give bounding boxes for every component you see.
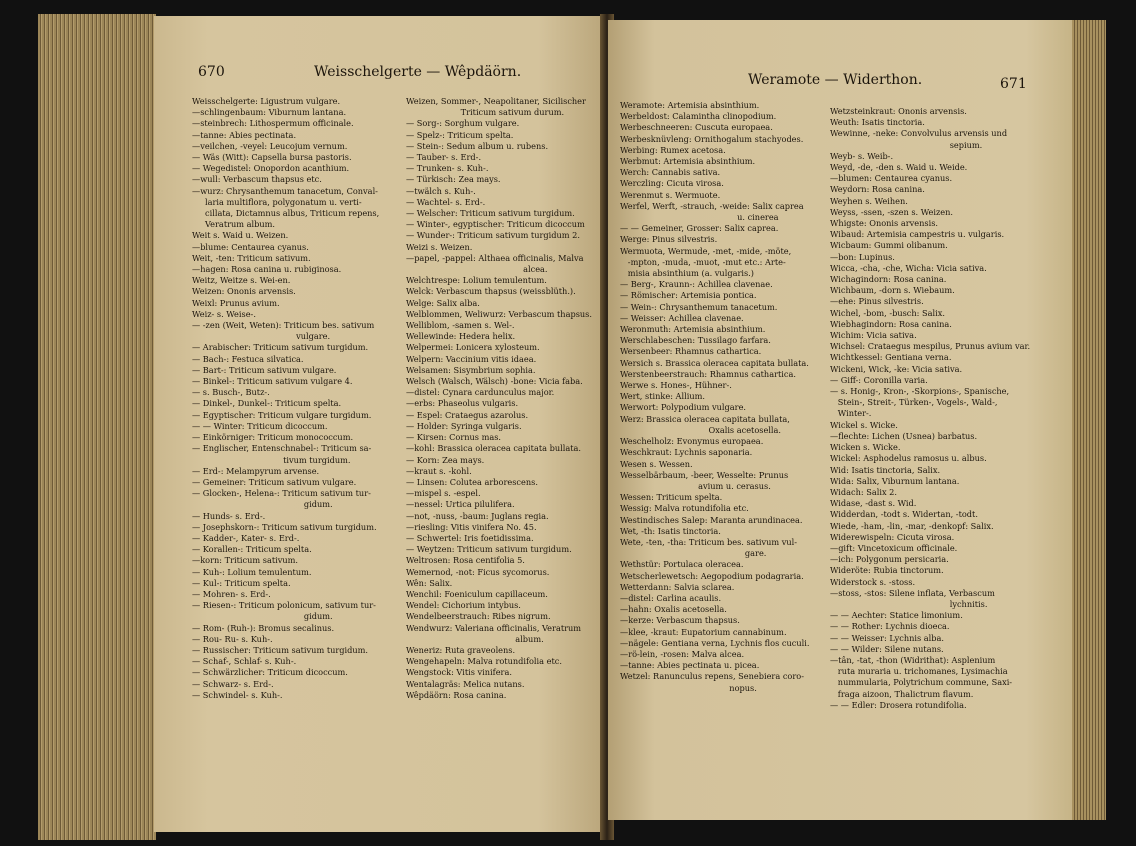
dictionary-entry-line: Wicken s. Wicke. — [830, 442, 901, 453]
dictionary-entry-line: —klee, -kraut: Eupatorium cannabinum. — [620, 626, 787, 637]
dictionary-entry-line: ruta muraria u. trichomanes, Lysimachia — [830, 666, 1008, 677]
dictionary-entry-line: — Winter-, egyptischer: Triticum dicoccum — [406, 219, 585, 230]
dictionary-entry-line: Wesselbärbaum, -beer, Wesselte: Prunus — [620, 469, 789, 480]
dictionary-entry-line: Werbeldost: Calamintha clinopodium. — [620, 111, 777, 122]
dictionary-entry-line: —steinbrech: Lithospermum officinale. — [192, 118, 354, 129]
page-edges-right — [1072, 20, 1106, 820]
dictionary-entry-line: — Schwärzlicher: Triticum dicoccum. — [192, 667, 348, 678]
dictionary-entry-line: Wichagindorn: Rosa canina. — [830, 274, 947, 285]
dictionary-entry-line: Welpern: Vaccinium vitis idaea. — [406, 353, 537, 364]
dictionary-entry-line: —korn: Triticum sativum. — [192, 555, 299, 566]
dictionary-entry-line: Wichim: Vicia sativa. — [830, 330, 917, 341]
dictionary-entry-line: Weit s. Waid u. Weizen. — [192, 230, 289, 241]
dictionary-entry-line: Weltrosen: Rosa centifolia 5. — [406, 555, 525, 566]
dictionary-entry-line: Werczling: Cicuta virosa. — [620, 178, 724, 189]
dictionary-entry-line: Werfel, Werft, -strauch, -weide: Salix caprea — [620, 200, 804, 211]
dictionary-entry-line: Wessen: Triticum spelta. — [620, 492, 723, 503]
dictionary-entry-line: Weschelholz: Evonymus europaea. — [620, 436, 764, 447]
dictionary-entry-line: Werge: Pinus silvestris. — [620, 234, 718, 245]
dictionary-entry-line: Wicca, -cha, -che, Wicha: Vicia sativa. — [830, 262, 987, 273]
dictionary-entry-line: Widase, -dast s. Wid. — [830, 498, 917, 509]
dictionary-entry-line: Wetscherlewetsch: Aegopodium podagraria. — [620, 570, 804, 581]
dictionary-entry-line: Werenmut s. Wermuote. — [620, 189, 721, 200]
dictionary-entry-line: — Riesen-: Triticum polonicum, sativum tur- — [192, 600, 376, 611]
dictionary-entry-line: — Josephskorn-: Triticum sativum turgidum. — [192, 521, 377, 532]
dictionary-entry-line: — Welscher: Triticum sativum turgidum. — [406, 208, 575, 219]
dictionary-entry-line: Welsamen: Sisymbrium sophia. — [406, 364, 536, 375]
dictionary-entry-line: — Schwertel: Iris foetidissima. — [406, 532, 534, 543]
dictionary-entry-line: Wiebhagindorn: Rosa canina. — [830, 318, 952, 329]
dictionary-entry-line: Werbing: Rumex acetosa. — [620, 144, 726, 155]
dictionary-entry-line: —twälch s. Kuh-. — [406, 185, 476, 196]
dictionary-entry-line: Wichbaum, -dorn s. Wiebaum. — [830, 285, 955, 296]
dictionary-entry-line: Weyhen s. Weihen. — [830, 195, 908, 206]
dictionary-entry-line: —blume: Centaurea cyanus. — [192, 241, 309, 252]
dictionary-entry-line: Widach: Salix 2. — [830, 486, 897, 497]
dictionary-entry-line: Werch: Cannabis sativa. — [620, 167, 721, 178]
dictionary-entry-line: — Weytzen: Triticum sativum turgidum. — [406, 544, 572, 555]
dictionary-entry-line: Welck: Verbascum thapsus (weissblüth.). — [406, 286, 576, 297]
dictionary-entry-line: — Englischer, Entenschnabel-: Triticum sa- — [192, 443, 372, 454]
dictionary-entry-line: alcea. — [406, 264, 548, 275]
dictionary-entry-line: Weronmuth: Artemisia absinthium. — [620, 324, 766, 335]
page-number: 671 — [1000, 76, 1027, 92]
dictionary-entry-line: — — Aechter: Statice limonium. — [830, 610, 963, 621]
dictionary-entry-line: — Schwindel- s. Kuh-. — [192, 689, 283, 700]
dictionary-entry-line: Oxalis acetosella. — [620, 424, 782, 435]
dictionary-entry-line: —bon: Lupinus. — [830, 251, 895, 262]
dictionary-entry-line: avium u. cerasus. — [620, 480, 771, 491]
dictionary-entry-line: Wetterdann: Salvia sclarea. — [620, 581, 735, 592]
dictionary-entry-line: gare. — [620, 548, 767, 559]
dictionary-entry-line: —tanne: Abies pectinata u. picea. — [620, 660, 760, 671]
dictionary-entry-line: —tanne: Abies pectinata. — [192, 129, 297, 140]
dictionary-entry-line: Westindisches Salep: Maranta arundinacea. — [620, 514, 803, 525]
dictionary-entry-line: Wicbaum: Gummi olibanum. — [830, 240, 948, 251]
dictionary-entry-line: Wethstür: Portulaca oleracea. — [620, 559, 744, 570]
dictionary-entry-line: Welge: Salix alba. — [406, 297, 480, 308]
dictionary-entry-line: Wewinne, -neke: Convolvulus arvensis und — [830, 128, 1008, 139]
dictionary-entry-line: Werbeschneeren: Cuscuta europaea. — [620, 122, 773, 133]
dictionary-entry-line: vulgare. — [192, 331, 331, 342]
dictionary-entry-line: Werbesknüvleng: Ornithogalum stachyodes. — [620, 133, 804, 144]
dictionary-entry-line: — s. Honig-, Kron-, -Skorpions-, Spanische, — [830, 386, 1010, 397]
dictionary-entry-line: — Kuh-: Lolium temulentum. — [192, 566, 312, 577]
dictionary-entry-line: Wengstock: Vitis vinifera. — [406, 667, 512, 678]
dictionary-entry-line: u. cinerea — [620, 212, 779, 223]
dictionary-entry-line: — Wunder-: Triticum sativum turgidum 2. — [406, 230, 580, 241]
dictionary-entry-line: —wurz: Chrysanthemum tanacetum, Conval- — [192, 185, 378, 196]
dictionary-entry-line: Weyb- s. Weib-. — [830, 150, 894, 161]
dictionary-entry-line: — Rom- (Ruh-): Bromus secalinus. — [192, 622, 335, 633]
dictionary-entry-line: nopus. — [620, 682, 757, 693]
column-right-2 — [830, 106, 1030, 711]
dictionary-entry-line: Wichsel: Crataegus mespilus, Prunus avium var. — [830, 341, 1031, 352]
dictionary-entry-line: Weydorn: Rosa canina. — [830, 184, 925, 195]
dictionary-entry-line: —ehe: Pinus silvestris. — [830, 296, 924, 307]
dictionary-entry-line: Werschlabeschen: Tussilago farfara. — [620, 335, 771, 346]
dictionary-entry-line: Werstenbeerstrauch: Rhamnus cathartica. — [620, 368, 796, 379]
dictionary-entry-line: —hagen: Rosa canina u. rubiginosa. — [192, 264, 342, 275]
dictionary-entry-line: — Gemeiner: Triticum sativum vulgare. — [192, 476, 357, 487]
dictionary-entry-line: -mpton, -muda, -muot, -mut etc.: Arte- — [620, 256, 786, 267]
dictionary-entry-line: lychnitis. — [830, 598, 988, 609]
dictionary-entry-line: — Glocken-, Helena-: Triticum sativum tur- — [192, 488, 371, 499]
dictionary-entry-line: — — Wilder: Silene nutans. — [830, 643, 944, 654]
dictionary-entry-line: Wersenbeer: Rhamnus cathartica. — [620, 346, 762, 357]
dictionary-entry-line: — Einkörniger: Triticum monococcum. — [192, 432, 354, 443]
dictionary-entry-line: —rö-lein, -rosen: Malva alcea. — [620, 648, 745, 659]
dictionary-entry-line: —wull: Verbascum thapsus etc. — [192, 174, 322, 185]
dictionary-entry-line: Wid: Isatis tinctoria, Salix. — [830, 464, 941, 475]
dictionary-entry-line: —nägele: Gentiana verna, Lychnis flos cuculi. — [620, 637, 810, 648]
dictionary-entry-line: cillata, Dictamnus albus, Triticum repens, — [192, 208, 380, 219]
dictionary-entry-line: — — Weisser: Lychnis alba. — [830, 632, 945, 643]
dictionary-entry-line: — Kul-: Triticum spelta. — [192, 577, 291, 588]
left-page — [154, 16, 606, 832]
page-number: 670 — [198, 64, 225, 80]
dictionary-entry-line: Widderdan, -todt s. Widertan, -todt. — [830, 509, 978, 520]
dictionary-entry-line: —hahn: Oxalis acetosella. — [620, 604, 727, 615]
dictionary-entry-line: Wendel: Cichorium intybus. — [406, 600, 521, 611]
dictionary-entry-line: — — Edler: Drosera rotundifolia. — [830, 699, 967, 710]
dictionary-entry-line: — Linsen: Colutea arborescens. — [406, 476, 538, 487]
dictionary-entry-line: — Sorg-: Sorghum vulgare. — [406, 118, 520, 129]
dictionary-entry-line: —stoss, -stos: Silene inflata, Verbascum — [830, 587, 995, 598]
dictionary-entry-line: Wetzsteinkraut: Ononis arvensis. — [830, 106, 967, 116]
dictionary-entry-line: Wibaud: Artemisia campestris u. vulgaris. — [830, 229, 1005, 240]
dictionary-entry-line: Werz: Brassica oleracea capitata bullata, — [620, 413, 790, 424]
dictionary-entry-line: —kerze: Verbascum thapsus. — [620, 615, 740, 626]
dictionary-entry-line: — Hunds- s. Erd-. — [192, 510, 266, 521]
dictionary-entry-line: — Wachtel- s. Erd-. — [406, 196, 486, 207]
dictionary-entry-line: Weizi s. Weizen. — [406, 241, 473, 252]
dictionary-entry-line: — Russischer: Triticum sativum turgidum. — [192, 644, 369, 655]
dictionary-entry-line: Wessig: Malva rotundifolia etc. — [620, 503, 749, 514]
dictionary-entry-line: — Weisser: Achillea clavenae. — [620, 312, 744, 323]
dictionary-entry-line: Wesen s. Wessen. — [620, 458, 693, 469]
dictionary-entry-line: Wemernod, -not: Ficus sycomorus. — [406, 566, 550, 577]
dictionary-entry-line: Welsch (Walsch, Wälsch) -bone: Vicia faba. — [406, 376, 583, 387]
dictionary-entry-line: Welchtrespe: Lolium temulentum. — [406, 275, 547, 286]
dictionary-entry-line: album. — [406, 633, 544, 644]
dictionary-entry-line: Wendelbeerstrauch: Ribes nigrum. — [406, 611, 551, 622]
dictionary-entry-line: — Dinkel-, Dunkel-: Triticum spelta. — [192, 398, 342, 409]
dictionary-entry-line: nummularia, Polytrichum commune, Saxi- — [830, 677, 1013, 688]
dictionary-entry-line: misia absinthium (a. vulgaris.) — [620, 268, 754, 279]
dictionary-entry-line: —kohl: Brassica oleracea capitata bullata. — [406, 443, 582, 454]
dictionary-entry-line: Wêpdäörn: Rosa canina. — [406, 689, 507, 700]
dictionary-entry-line: — Rou- Ru- s. Kuh-. — [192, 633, 273, 644]
dictionary-entry-line: Wickel: Asphodelus ramosus u. albus. — [830, 453, 987, 464]
dictionary-entry-line: —distel: Carlina acaulis. — [620, 592, 722, 603]
dictionary-entry-line: Weyd, -de, -den s. Waid u. Weide. — [830, 162, 968, 173]
dictionary-entry-line: —distel: Cynara cardunculus major. — [406, 387, 555, 398]
dictionary-entry-line: — Tauber- s. Erd-. — [406, 152, 482, 163]
dictionary-entry-line: Weisschelgerte: Ligustrum vulgare. — [192, 96, 341, 106]
dictionary-entry-line: Wellewinde: Hedera helix. — [406, 331, 516, 342]
dictionary-entry-line: —veilchen, -veyel: Leucojum vernum. — [192, 140, 348, 151]
dictionary-entry-line: Triticum sativum durum. — [406, 107, 565, 118]
dictionary-entry-line: Wendwurz: Valeriana officinalis, Veratrum — [406, 622, 582, 633]
dictionary-entry-line: —gift: Vincetoxicum officinale. — [830, 542, 958, 553]
dictionary-entry-line: —ich: Polygonum persicaria. — [830, 554, 949, 565]
dictionary-entry-line: — Schaf-, Schlaf- s. Kuh-. — [192, 656, 297, 667]
dictionary-entry-line: Weuth: Isatis tinctoria. — [830, 117, 925, 128]
dictionary-entry-line: tivum turgidum. — [192, 454, 351, 465]
dictionary-entry-line: — Egyptischer: Triticum vulgare turgidum. — [192, 409, 372, 420]
dictionary-entry-line: gidum. — [192, 499, 333, 510]
dictionary-entry-line: laria multiflora, polygonatum u. verti- — [192, 196, 362, 207]
dictionary-entry-line: Wert, stinke: Allium. — [620, 391, 705, 402]
dictionary-entry-line: Wickeni, Wick, -ke: Vicia sativa. — [830, 363, 963, 374]
dictionary-entry-line: Veratrum album. — [192, 219, 276, 230]
dictionary-entry-line: — Trunken- s. Kuh-. — [406, 163, 489, 174]
running-header: Weisschelgerte — Wêpdäörn. — [314, 64, 522, 80]
dictionary-entry-line: Wideröte: Rubia tinctorum. — [830, 565, 944, 576]
dictionary-entry-line: — Espel: Crataegus azarolus. — [406, 409, 529, 420]
dictionary-entry-line: — Holder: Syringa vulgaris. — [406, 420, 522, 431]
dictionary-entry-line: —schlingenbaum: Viburnum lantana. — [192, 107, 347, 118]
dictionary-entry-line: —blumen: Centaurea cyanus. — [830, 173, 953, 184]
dictionary-entry-line: Wichtkessel: Gentiana verna. — [830, 352, 952, 363]
dictionary-entry-line: — Korallen-: Triticum spelta. — [192, 544, 312, 555]
dictionary-entry-line: —mispel s. -espel. — [406, 488, 481, 499]
dictionary-entry-line: — Römischer: Artemisia pontica. — [620, 290, 757, 301]
dictionary-entry-line: Weneriz: Ruta graveolens. — [406, 644, 516, 655]
dictionary-entry-line: Welblommen, Weliwurz: Verbascum thapsus. — [406, 308, 592, 319]
dictionary-entry-line: — Türkisch: Zea mays. — [406, 174, 501, 185]
dictionary-entry-line: — Bart-: Triticum sativum vulgare. — [192, 364, 337, 375]
dictionary-entry-line: Wete, -ten, -tha: Triticum bes. sativum vul- — [620, 536, 798, 547]
dictionary-entry-line: Weramote: Artemisia absinthium. — [620, 100, 760, 110]
dictionary-entry-line: Werwe s. Hones-, Hühner-. — [620, 380, 732, 391]
dictionary-entry-line: Wengehapeln: Malva rotundifolia etc. — [406, 656, 562, 667]
dictionary-entry-line: — Schwarz- s. Erd-. — [192, 678, 274, 689]
dictionary-entry-line: — Kadder-, Kater- s. Erd-. — [192, 532, 300, 543]
dictionary-entry-line: Wenchil: Foeniculum capillaceum. — [406, 588, 548, 599]
dictionary-entry-line: —nessel: Urtica pilulifera. — [406, 499, 515, 510]
dictionary-entry-line: — Berg-, Kraunn-: Achillea clavenae. — [620, 279, 773, 290]
dictionary-entry-line: — Wein-: Chrysanthemum tanacetum. — [620, 301, 778, 312]
dictionary-entry-line: — Spelz-: Triticum spelta. — [406, 129, 514, 140]
page-edges-left — [38, 14, 156, 840]
right-page — [608, 20, 1072, 820]
dictionary-entry-line: Wersich s. Brassica oleracea capitata bullata. — [620, 357, 809, 368]
dictionary-entry-line: fraga aizoon, Thalictrum flavum. — [830, 688, 974, 699]
dictionary-entry-line: Weitz, Weitze s. Wei-en. — [192, 275, 291, 286]
dictionary-entry-line: — s. Busch-, Butz-. — [192, 387, 270, 398]
dictionary-entry-line: — Wäs (Witt): Capsella bursa pastoris. — [192, 152, 352, 163]
dictionary-entry-line: — -zen (Weit, Weten): Triticum bes. sativum — [192, 320, 375, 331]
dictionary-entry-line: Weizen: Ononis arvensis. — [192, 286, 296, 297]
dictionary-entry-line: Werwort: Polypodium vulgare. — [620, 402, 747, 413]
dictionary-entry-line: Werbmut: Artemisia absinthium. — [620, 156, 756, 167]
dictionary-entry-line: — Bach-: Festuca silvatica. — [192, 353, 304, 364]
dictionary-entry-line: Widerstock s. -stoss. — [830, 576, 916, 587]
dictionary-entry-line: Weit, -ten: Triticum sativum. — [192, 252, 311, 263]
dictionary-entry-line: — Wegedistel: Onopordon acanthium. — [192, 163, 350, 174]
column-left-1 — [192, 96, 379, 701]
dictionary-entry-line: Weiz- s. Weise-. — [192, 308, 256, 319]
dictionary-entry-line: gidum. — [192, 611, 333, 622]
dictionary-entry-line: Weizen, Sommer-, Neapolitaner, Sicilischer — [406, 96, 586, 106]
dictionary-entry-line: Wên: Salix. — [406, 577, 453, 588]
dictionary-entry-line: Wermuota, Wermude, -met, -mide, -möte, — [620, 245, 792, 256]
dictionary-entry-line: — Giff-: Coronilla varia. — [830, 374, 928, 385]
dictionary-entry-line: — Stein-: Sedum album u. rubens. — [406, 140, 549, 151]
dictionary-entry-line: sepium. — [830, 139, 983, 150]
dictionary-entry-line: Wickel s. Wicke. — [830, 419, 898, 430]
dictionary-entry-line: — — Gemeiner, Grosser: Salix caprea. — [620, 223, 779, 234]
running-header: Weramote — Widerthon. — [748, 72, 923, 88]
dictionary-entry-line: Widerewispeln: Cicuta virosa. — [830, 531, 955, 542]
dictionary-entry-line: —erbs: Phaseolus vulgaris. — [406, 398, 519, 409]
dictionary-entry-line: Weschkraut: Lychnis saponaria. — [620, 447, 753, 458]
dictionary-entry-line: Wichel, -bom, -busch: Salix. — [830, 307, 945, 318]
dictionary-entry-line: — Korn: Zea mays. — [406, 454, 485, 465]
dictionary-entry-line: Weixl: Prunus avium. — [192, 297, 280, 308]
dictionary-entry-line: Wentalagräs: Melica nutans. — [406, 678, 525, 689]
dictionary-entry-line: — Arabischer: Triticum sativum turgidum. — [192, 342, 369, 353]
dictionary-entry-line: —riesling: Vitis vinifera No. 45. — [406, 521, 537, 532]
dictionary-entry-line: Wetzel: Ranunculus repens, Senebiera coro- — [620, 671, 804, 682]
dictionary-entry-line: —flechte: Lichen (Usnea) barbatus. — [830, 430, 978, 441]
dictionary-entry-line: — — Winter: Triticum dicoccum. — [192, 420, 328, 431]
dictionary-entry-line: —tân, -tat, -thon (Widrithat): Asplenium — [830, 654, 996, 665]
dictionary-entry-line: —not, -nuss, -baum: Juglans regia. — [406, 510, 549, 521]
dictionary-entry-line: Wida: Salix, Viburnum lantana. — [830, 475, 960, 486]
dictionary-entry-line: Welliblom, -samen s. Wel-. — [406, 320, 515, 331]
dictionary-entry-line: Whigste: Ononis arvensis. — [830, 218, 939, 229]
dictionary-entry-line: Wet, -th: Isatis tinctoria. — [620, 525, 721, 536]
dictionary-entry-line: Stein-, Streit-, Türken-, Vogels-, Wald-, — [830, 397, 998, 408]
dictionary-entry-line: — Mohren- s. Erd-. — [192, 588, 271, 599]
dictionary-entry-line: —papel, -pappel: Althaea officinalis, Malva — [406, 252, 584, 263]
dictionary-entry-line: — Kirsen: Cornus mas. — [406, 432, 502, 443]
column-right-1 — [620, 100, 809, 694]
dictionary-entry-line: Winter-. — [830, 408, 872, 419]
dictionary-entry-line: Weyss, -ssen, -szen s. Weizen. — [830, 206, 953, 217]
dictionary-entry-line: — Erd-: Melampyrum arvense. — [192, 465, 320, 476]
dictionary-entry-line: — Binkel-: Triticum sativum vulgare 4. — [192, 376, 353, 387]
dictionary-entry-line: —kraut s. -kohl. — [406, 465, 472, 476]
dictionary-entry-line: — — Rother: Lychnis dioeca. — [830, 621, 950, 632]
dictionary-entry-line: Wiede, -ham, -lin, -mar, -denkopf: Salix. — [830, 520, 994, 531]
dictionary-entry-line: Welpermei: Lonicera xylosteum. — [406, 342, 540, 353]
column-left-2 — [406, 96, 592, 701]
